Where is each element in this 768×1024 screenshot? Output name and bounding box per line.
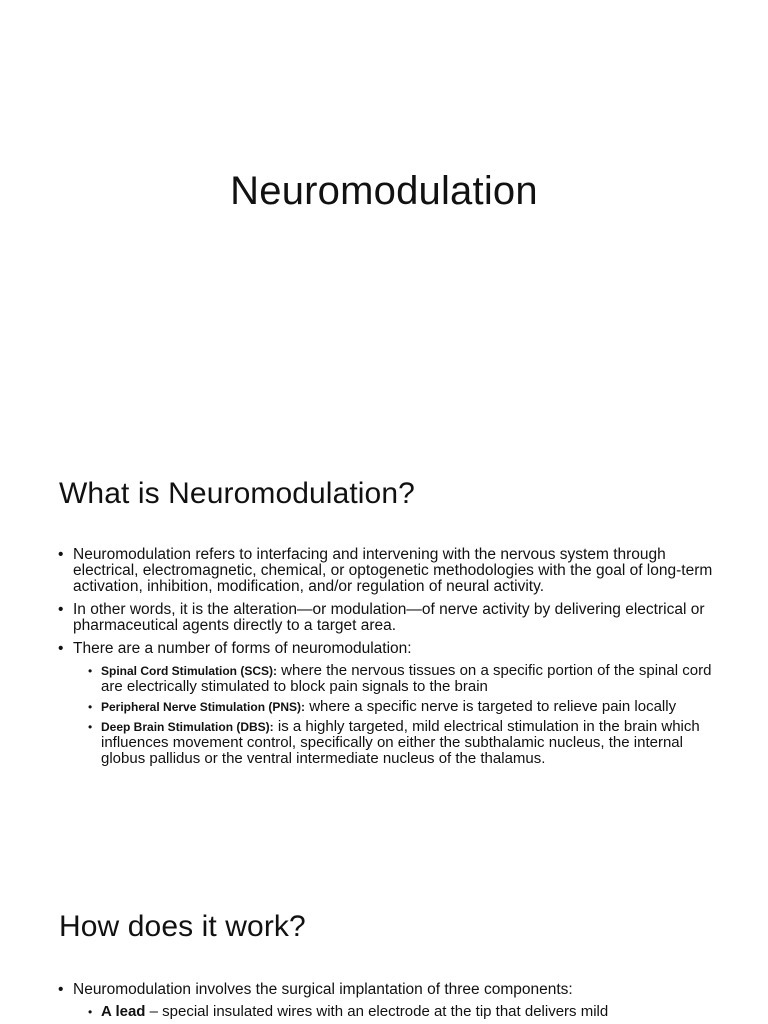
bullet-item: [0, 982, 768, 1020]
sub-bullet-list: [0, 1004, 768, 1020]
bullet-list: [0, 982, 768, 1024]
definition-slide: [0, 432, 768, 864]
slide-heading: What is Neuromodulation?: [59, 477, 415, 510]
sub-bullet-item: [0, 719, 768, 767]
sub-bullet-term: Spinal Cord Stimulation (SCS):: [101, 664, 277, 678]
sub-bullet-item: [0, 1004, 768, 1020]
bullet-item: [0, 641, 768, 767]
presentation-title: Neuromodulation: [230, 169, 538, 213]
bullet-text: • There are a number of forms of neuromodulation:: [73, 640, 412, 657]
sub-bullet-text: where the nervous tissues on a specific portion of the spinal cord are electrically stimulated to block pain signals to the brain: [101, 662, 712, 695]
sub-bullet-text: where a specific nerve is targeted to relieve pain locally: [305, 698, 677, 715]
sub-bullet-item: [0, 663, 768, 695]
sub-bullet-term: Peripheral Nerve Stimulation (PNS):: [101, 700, 306, 714]
bullet-item: • Neuromodulation refers to interfacing and intervening with the nervous system through electrical, electromagnetic, chemical, or optogenetic methodologies with the goal of long-term activation, inhibition, modification, and/or regulation of neural activity.: [0, 547, 768, 595]
bullet-item: • In other words, it is the alteration—or modulation—of nerve activity by delivering electrical or pharmaceutical agents directly to a target area.: [0, 602, 768, 634]
title-slide: [0, 0, 768, 432]
how-it-works-slide: [0, 864, 768, 1024]
bullet-text: • Neuromodulation involves the surgical implantation of three components:: [73, 981, 573, 998]
sub-bullet-term: Deep Brain Stimulation (DBS):: [101, 720, 274, 734]
slide-heading: How does it work?: [59, 910, 306, 943]
sub-bullet-list: [0, 663, 768, 767]
sub-bullet-text: – special insulated wires with an electrode at the tip that delivers mild: [145, 1003, 609, 1020]
sub-bullet-text: is a highly targeted, mild electrical stimulation in the brain which influences movement control, specifically on either the subthalamic nucleus, the internal globus pallidus or the ventral intermediate nucleus of the thalamus.: [101, 718, 700, 767]
bullet-list: [0, 547, 768, 774]
sub-bullet-item: [0, 699, 768, 715]
sub-bullet-term: A lead: [101, 1003, 146, 1020]
